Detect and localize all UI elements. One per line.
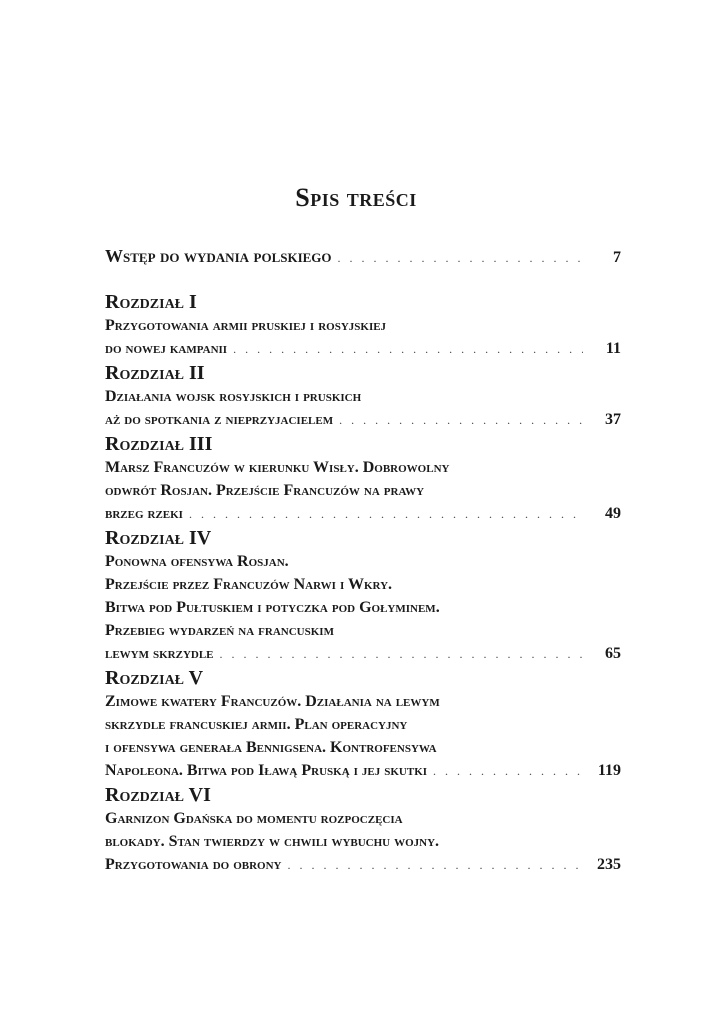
chapter-list xyxy=(105,290,621,876)
chapter-title-line xyxy=(105,550,621,573)
toc-entry-text: Wstęp do wydania polskiego xyxy=(105,246,332,266)
toc-chapter-entry[interactable] xyxy=(105,361,621,431)
chapter-heading: Rozdział II xyxy=(105,362,205,384)
chapter-title-line xyxy=(105,456,621,479)
chapter-title-text: Marsz Francuzów w kierunku Wisły. Dobrowolny xyxy=(105,459,450,476)
page-number: 11 xyxy=(605,340,621,357)
dot-leader xyxy=(189,503,583,526)
chapter-title-text: Przejście przez Francuzów Narwi i Wkry. xyxy=(105,576,393,593)
page-number: 7 xyxy=(613,249,621,266)
chapter-title-line xyxy=(105,502,621,525)
chapter-title-text: Działania wojsk rosyjskich i pruskich xyxy=(105,388,362,405)
dot-leader xyxy=(233,338,583,361)
chapter-heading: Rozdział IV xyxy=(105,527,212,549)
chapter-title-text: Przebieg wydarzeń na francuskim xyxy=(105,622,334,639)
chapter-title-line xyxy=(105,385,621,408)
toc-entry-intro[interactable] xyxy=(105,246,621,276)
chapter-heading: Rozdział V xyxy=(105,667,204,689)
chapter-title-line xyxy=(105,596,621,619)
chapter-title-text: Garnizon Gdańska do momentu rozpoczęcia xyxy=(105,810,403,827)
chapter-title-line xyxy=(105,807,621,830)
chapter-title-text: Przygotowania armii pruskiej i rosyjskiej xyxy=(105,317,387,334)
chapter-title-line xyxy=(105,736,621,759)
chapter-title-line xyxy=(105,713,621,736)
chapter-heading: Rozdział III xyxy=(105,433,213,455)
toc-chapter-entry[interactable] xyxy=(105,290,621,360)
page-number: 49 xyxy=(605,505,621,522)
chapter-title-line xyxy=(105,642,621,665)
page-number: 37 xyxy=(605,411,621,428)
chapter-title-text: Napoleona. Bitwa pod Iławą Pruską i jej skutki xyxy=(105,762,428,779)
dot-leader xyxy=(338,251,583,266)
chapter-title-text: blokady. Stan twierdzy w chwili wybuchu wojny. xyxy=(105,833,440,850)
dot-leader xyxy=(433,760,583,783)
chapter-title-text: Ponowna ofensywa Rosjan. xyxy=(105,553,289,570)
chapter-title-text: skrzydle francuskiej armii. Plan operacyjny xyxy=(105,716,408,733)
chapter-title-line xyxy=(105,759,621,782)
chapter-title-line xyxy=(105,408,621,431)
chapter-title-line xyxy=(105,314,621,337)
page-number: 119 xyxy=(597,762,621,779)
page-number: 65 xyxy=(605,645,621,662)
toc-chapter-entry[interactable] xyxy=(105,432,621,525)
chapter-heading: Rozdział VI xyxy=(105,784,211,806)
chapter-title-line xyxy=(105,479,621,502)
chapter-title-text: brzeg rzeki xyxy=(105,505,183,522)
page-title: Spis treści xyxy=(295,183,417,212)
dot-leader xyxy=(339,409,583,432)
toc-chapter-entry[interactable] xyxy=(105,526,621,665)
chapter-title-line xyxy=(105,619,621,642)
chapter-title-text: do nowej kampanii xyxy=(105,340,228,357)
page-number: 235 xyxy=(597,856,621,873)
chapter-title-line xyxy=(105,573,621,596)
chapter-title-text: aż do spotkania z nieprzyjacielem xyxy=(105,411,334,428)
chapter-title-line xyxy=(105,337,621,360)
table-of-contents xyxy=(105,246,621,877)
dot-leader xyxy=(220,643,583,666)
chapter-title-text: Zimowe kwatery Francuzów. Działania na lewym xyxy=(105,693,440,710)
chapter-title-text: i ofensywa generała Bennigsena. Kontrofensywa xyxy=(105,739,437,756)
chapter-title-text: odwrót Rosjan. Przejście Francuzów na prawy xyxy=(105,482,425,499)
chapter-heading: Rozdział I xyxy=(105,291,197,313)
toc-chapter-entry[interactable] xyxy=(105,666,621,782)
chapter-title-text: Przygotowania do obrony xyxy=(105,856,282,873)
chapter-title-line xyxy=(105,853,621,876)
chapter-title-text: Bitwa pod Pułtuskiem i potyczka pod Gołyminem. xyxy=(105,599,440,616)
toc-chapter-entry[interactable] xyxy=(105,783,621,876)
dot-leader xyxy=(287,854,583,877)
chapter-title-text: lewym skrzydle xyxy=(105,645,214,662)
chapter-title-line xyxy=(105,830,621,853)
chapter-title-line xyxy=(105,690,621,713)
